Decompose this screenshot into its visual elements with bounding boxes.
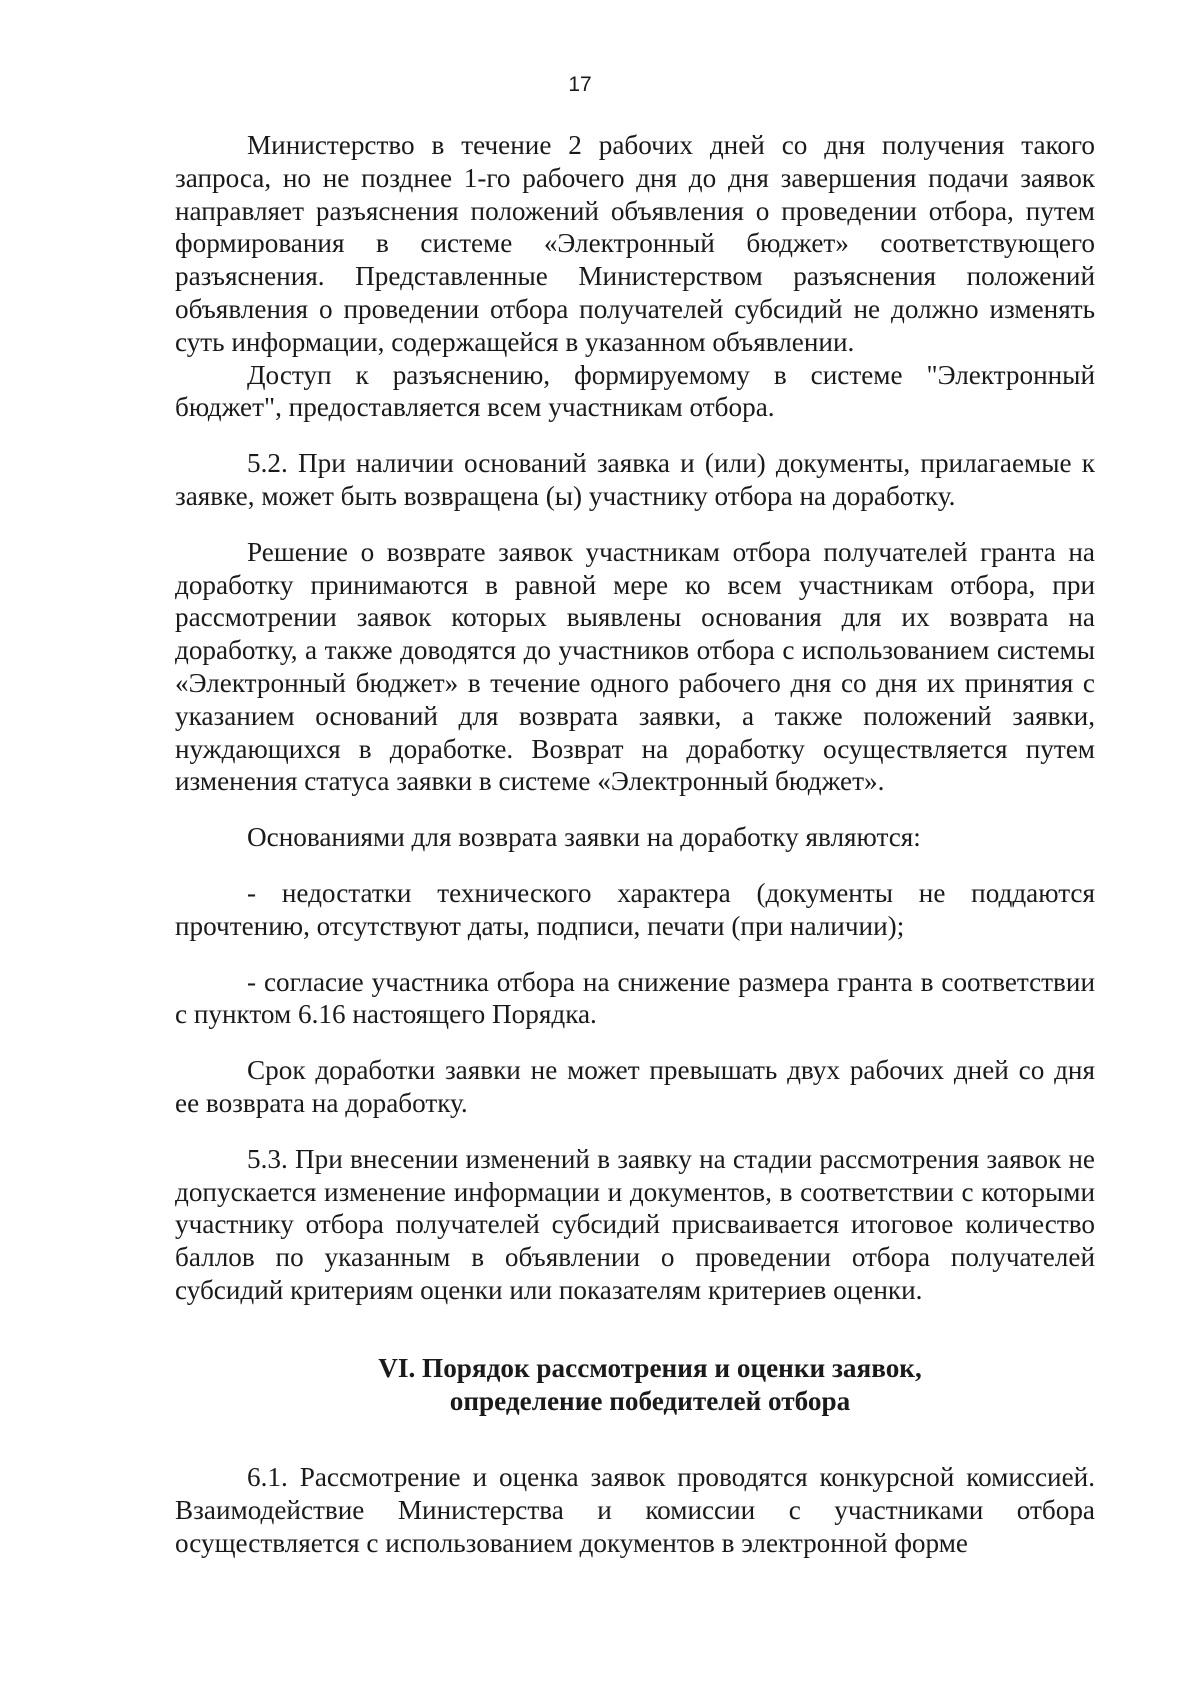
section-heading (175, 1352, 1095, 1418)
paragraph-ministry-clarification: Министерство в течение 2 рабочих дней со дня получения такого запроса, но не позднее 1-го рабочего дня до дня завершения подачи заявок направляет разъяснения положений объявления о проведении отбора, путем формирования в системе «Электронный бюджет» соответствующего разъяснения. Представленные Министерством разъяснения положений объявления о проведении отбора получателей субсидий не должно изменять суть информации, содержащейся в указанном объявлении. (175, 130, 1095, 357)
section-heading-line-2: определение победителей отбора (449, 1385, 851, 1416)
paragraph-6-1: 6.1. Рассмотрение и оценка заявок проводятся конкурсной комиссией. Взаимодействие Министерства и комиссии с участниками отбора осуществляется с использованием документов в электронной форме (175, 1462, 1095, 1558)
page-number: 17 (568, 73, 592, 96)
list-item-technical-defects: - недостатки технического характера (документы не поддаются прочтению, отсутствуют даты, подписи, печати (при наличии); (175, 877, 1095, 941)
section-heading-line-1: VI. Порядок рассмотрения и оценки заявок, (378, 1352, 922, 1383)
paragraph-5-3: 5.3. При внесении изменений в заявку на стадии рассмотрения заявок не допускается изменение информации и документов, в соответствии с которыми участнику отбора получателей субсидий присваивается итоговое количество баллов по указанным в объявлении о проведении отбора получателей субсидий критериям оценки или показателям критериев оценки. (175, 1143, 1095, 1305)
paragraph-return-grounds: Основаниями для возврата заявки на доработку являются: (247, 822, 921, 853)
paragraph-5-2: 5.2. При наличии оснований заявка и (или) документы, прилагаемые к заявке, может быть возвращена (ы) участнику отбора на доработку. (175, 448, 1095, 511)
paragraph-return-decision: Решение о возврате заявок участникам отбора получателей гранта на доработку принимаются в равной мере ко всем участникам отбора, при рассмотрении заявок которых выявлены основания для их возврата на доработку, а также доводятся до участников отбора с использованием системы «Электронный бюджет» в течение одного рабочего дня со дня их принятия с указанием оснований для возврата заявки, а также положений заявки, нуждающихся в доработке. Возврат на доработку осуществляется путем изменения статуса заявки в системе «Электронный бюджет». (175, 536, 1095, 797)
list-item-grant-reduction: - согласие участника отбора на снижение размера гранта в соответствии с пунктом 6.16 настоящего Порядка. (175, 966, 1095, 1030)
paragraph-revision-deadline: Срок доработки заявки не может превышать двух рабочих дней со дня ее возврата на доработку. (175, 1055, 1095, 1118)
paragraph-access-clarification: Доступ к разъяснению, формируемому в системе "Электронный бюджет", предоставляется всем участникам отбора. (175, 359, 1095, 423)
document-body (175, 129, 1095, 1560)
